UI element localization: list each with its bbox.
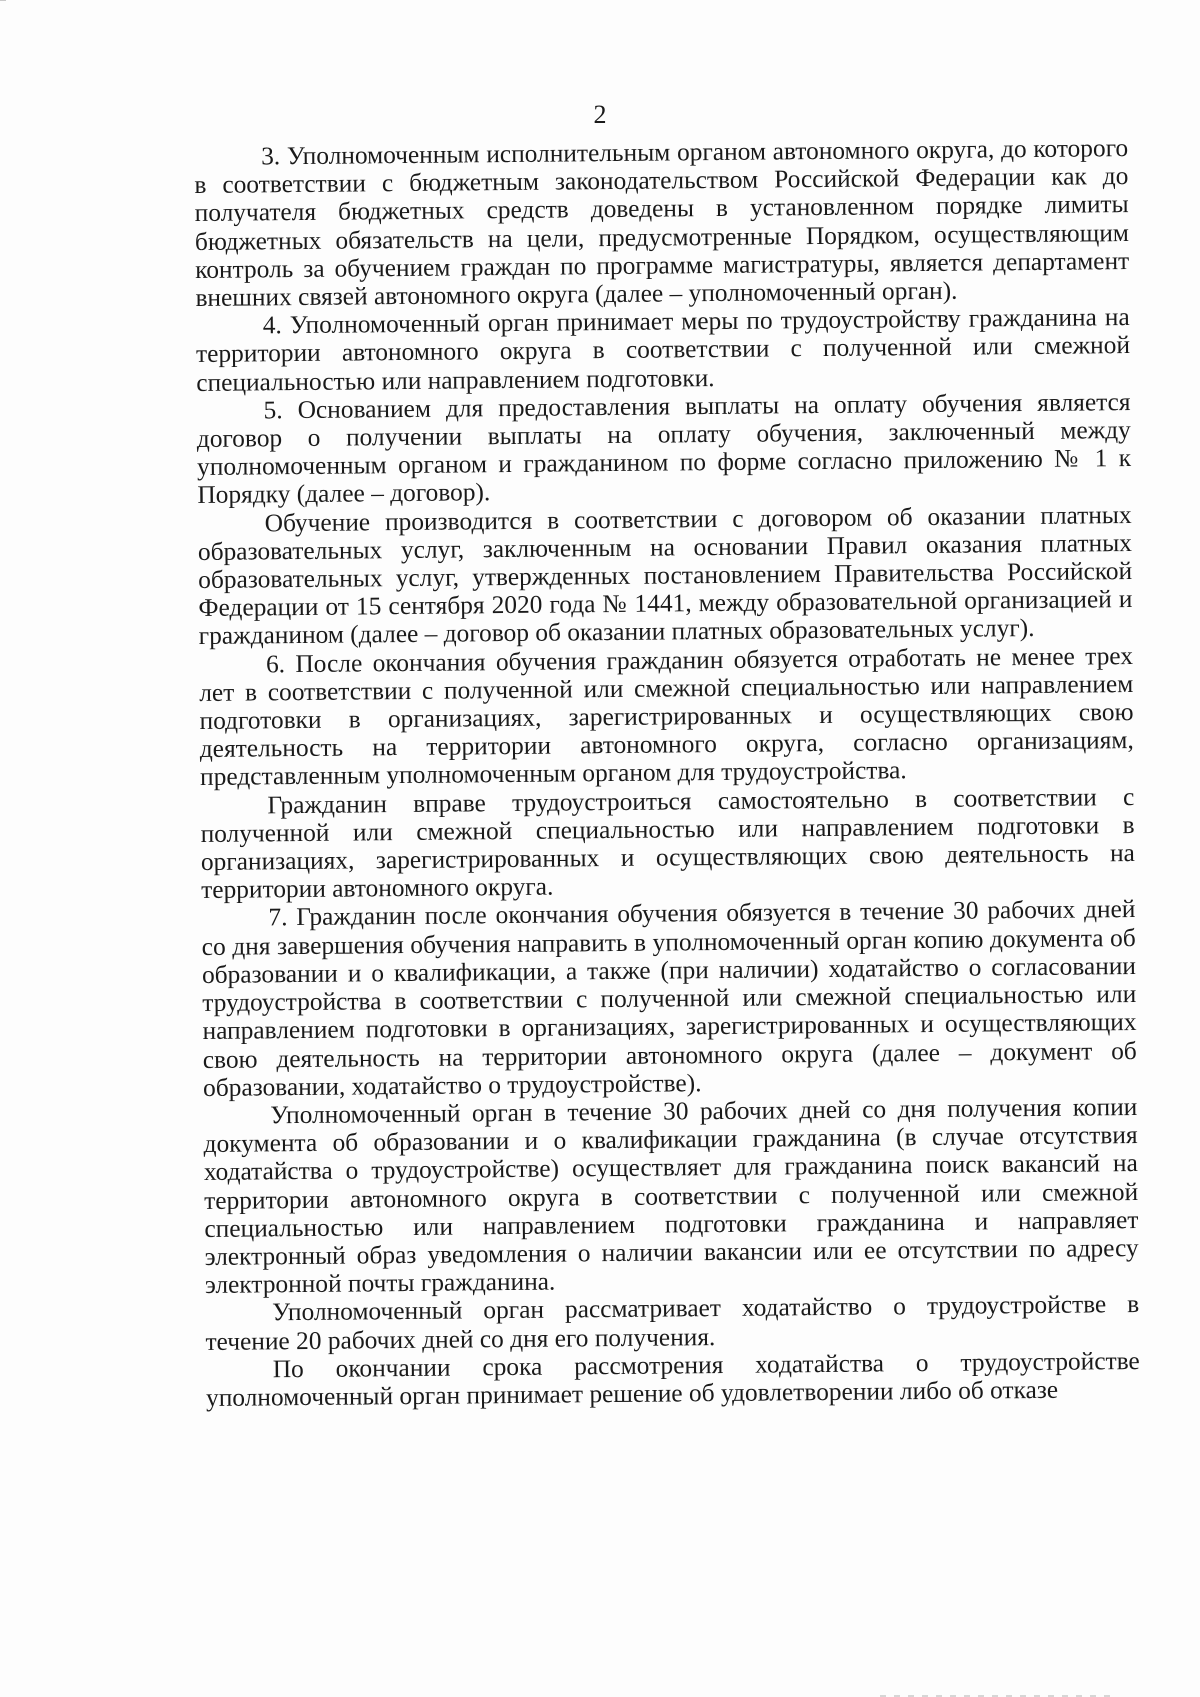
paragraph-petition-review: Уполномоченный орган рассматривает ходатайство о трудоустройстве в течение 20 рабочих дней со дня его получения. bbox=[205, 1290, 1140, 1356]
paragraph-item-6: 6. После окончания обучения гражданин обязуется отработать не менее трех лет в соответствии с полученной или смежной специальностью или направлением подготовки в организациях, зарегистрированных и осуществляющих свою деятельность на территории автономного округа, согласно организациям, представленным уполномоченным органом для трудоустройства. bbox=[199, 641, 1134, 792]
paragraph-item-4: 4. Уполномоченный орган принимает меры по трудоустройству гражданина на территории автономного округа в соответствии с полученной или смежной специальностью или направлением подготовки. bbox=[195, 303, 1131, 397]
paragraph-item-3: 3. Уполномоченным исполнительным органом автономного округа, до которого в соответствии с бюджетным законодательством Российской Федерации как до получателя бюджетных средств доведены в установленном порядке лимиты бюджетных обязательств на цели, предусмотренные Порядком, осуществляющим контроль за обучением граждан по программе магистратуры, является департамент внешних связей автономного округа (далее – уполномоченный орган). bbox=[194, 134, 1130, 313]
paragraph-vacancy-search: Уполномоченный орган в течение 30 рабочих дней со дня получения копии документа об образовании и о квалификации гражданина (в случае отсутствия ходатайства о трудоустройстве) осуществляет для гражданина поиск вакансий на территории автономного округа в соответствии с полученной или смежной специальностью или направлением подготовки гражданина и направляет электронный образ уведомления о наличии вакансии или ее отсутствии по адресу электронной почты гражданина. bbox=[203, 1092, 1139, 1300]
paragraph-item-7: 7. Гражданин после окончания обучения обязуется в течение 30 рабочих дней со дня завершения обучения направить в уполномоченный орган копию документа об образовании и о квалификации, а также (при наличии) ходатайство о согласовании трудоустройства в соответствии с полученной или смежной специальностью или направлением подготовки в организациях, зарегистрированных и осуществляющих свою деятельность на территории автономного округа (далее – документ об образовании, ходатайство о трудоустройстве). bbox=[201, 895, 1137, 1102]
paragraph-item-5: 5. Основанием для предоставления выплаты на оплату обучения является договор о получении выплаты на оплату обучения, заключенный между уполномоченным органом и гражданином по форме согласно приложению № 1 к Порядку (далее – договор). bbox=[196, 387, 1132, 510]
paragraph-petition-decision: По окончании срока рассмотрения ходатайства о трудоустройстве уполномоченный орган принимает решение об удовлетворении либо об отказе bbox=[205, 1346, 1140, 1412]
paragraph-training-contract: Обучение производится в соответствии с договором об оказании платных образовательных услуг, заключенным на основании Правил оказания платных образовательных услуг, утвержденных постановлением Правительства Российской Федерации от 15 сентября 2020 года № 1441, между образовательной организацией и гражданином (далее – договор об оказании платных образовательных услуг). bbox=[197, 500, 1133, 651]
document-body bbox=[194, 134, 1140, 1412]
scan-edge-mark bbox=[0, 0, 6, 11]
page-number: 2 bbox=[593, 100, 607, 129]
paragraph-self-employment: Гражданин вправе трудоустроиться самостоятельно в соответствии с полученной или смежной специальностью или направлением подготовки в организациях, зарегистрированных и осуществляющих свою деятельность на территории автономного округа. bbox=[200, 782, 1135, 905]
